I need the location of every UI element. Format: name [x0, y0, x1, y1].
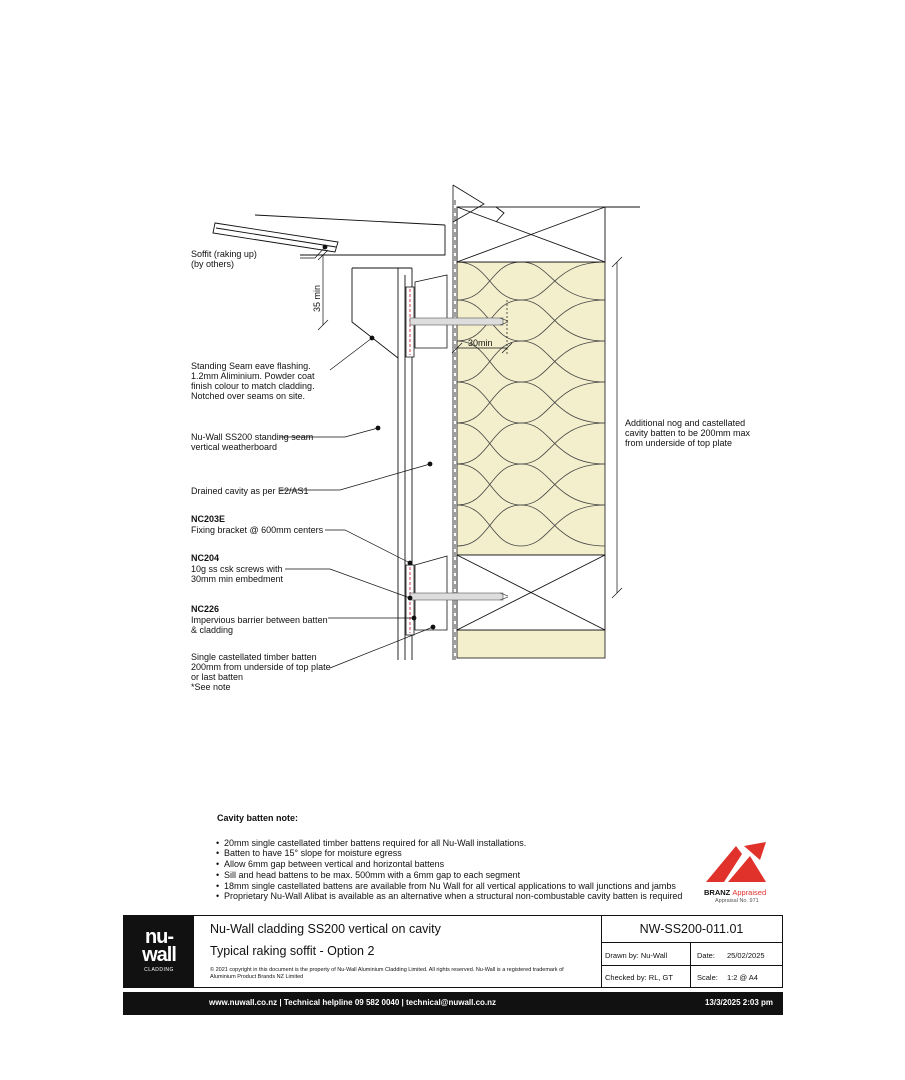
label-nc226-text: Impervious barrier between batten & cladding — [191, 615, 328, 635]
label-drained-cavity: Drained cavity as per E2/AS1 — [191, 486, 309, 496]
footer-contact[interactable]: www.nuwall.co.nz | Technical helpline 09 582 0040 | technical@nuwall.co.nz — [209, 998, 497, 1007]
dimension-nog — [612, 257, 622, 598]
list-item: • Batten to have 15° slope for moisture egress — [215, 848, 695, 859]
checked-by: Checked by: RL, GT — [605, 973, 673, 982]
branz-appraised: Appraised — [732, 888, 767, 897]
label-nc204-text: 10g ss csk screws with 30mm min embedment — [191, 564, 284, 584]
date-value: 25/02/2025 — [727, 951, 765, 960]
list-item: • Proprietary Nu-Wall Alibat is available as an alternative when a structural non-combustable cavity batten is required — [215, 891, 695, 902]
top-plate — [457, 207, 640, 262]
logo-line-3: CLADDING — [144, 967, 174, 973]
branz-name: BRANZ — [704, 888, 731, 897]
logo-line-1: nu- — [144, 926, 174, 948]
label-nc226-code: NC226 — [191, 604, 220, 614]
title-block — [123, 915, 783, 988]
weatherboard — [352, 268, 412, 660]
dim-30-label: 30min — [468, 338, 493, 348]
divider — [601, 965, 782, 966]
label-single-batten: Single castellated timber batten 200mm from underside of top plate or last batten *See note — [191, 652, 331, 692]
list-item: • 20mm single castellated timber battens required for all Nu-Wall installations. — [215, 838, 695, 849]
branz-appraised-logo — [700, 838, 772, 910]
nog — [457, 555, 605, 630]
list-item: • 18mm single castellated battens are available from Nu Wall for all vertical applications to wall junctions and jambs — [215, 881, 695, 892]
label-nc204-code: NC204 — [191, 553, 220, 563]
logo-line-2: wall — [142, 944, 176, 966]
cavity-note-list — [215, 838, 695, 902]
divider — [690, 942, 691, 987]
date-label: Date: — [697, 951, 715, 960]
cavity-note-title: Cavity batten note: — [217, 813, 299, 823]
list-item: • Sill and head battens to be max. 500mm with a 6mm gap to each segment — [215, 870, 695, 881]
label-nc203e-text: Fixing bracket @ 600mm centers — [191, 525, 324, 535]
dim-35-label: 35 min — [312, 284, 322, 312]
copyright-text: © 2021 copyright in this document is the property of Nu-Wall Aluminium Cladding Limited. All rights reserved. Nu-Wall is a registered trademark of Aluminium Product Brands NZ Limited — [210, 967, 564, 980]
scale-value: 1:2 @ A4 — [727, 973, 758, 982]
drawing-subtitle: Typical raking soffit - Option 2 — [210, 944, 375, 958]
branz-logo-icon — [700, 838, 772, 888]
footer-bar — [123, 992, 783, 1015]
label-soffit: Soffit (raking up) (by others) — [191, 249, 257, 269]
drawing-title: Nu-Wall cladding SS200 vertical on cavity — [210, 922, 441, 936]
label-additional-nog: Additional nog and castellated cavity batten to be 200mm max from underside of top plate — [625, 418, 751, 448]
label-eave-flashing: Standing Seam eave flashing. 1.2mm Aliminium. Powder coat finish colour to match cladding. Notched over seams on site. — [191, 361, 315, 401]
footer-timestamp: 13/3/2025 2:03 pm — [704, 998, 773, 1007]
divider — [601, 942, 782, 943]
drawn-by: Drawn by: Nu-Wall — [605, 951, 668, 960]
nu-wall-logo — [124, 916, 194, 987]
label-weatherboard: Nu-Wall SS200 standing seam vertical weatherboard — [191, 432, 314, 452]
label-nc203e-code: NC203E — [191, 514, 226, 524]
scale-label: Scale: — [697, 973, 718, 982]
list-item: • Allow 6mm gap between vertical and horizontal battens — [215, 859, 695, 870]
drawing-code: NW-SS200-011.01 — [639, 922, 744, 936]
cavity-batten-note — [215, 813, 695, 902]
branz-sub: Appraisal No. 971 — [715, 898, 759, 904]
